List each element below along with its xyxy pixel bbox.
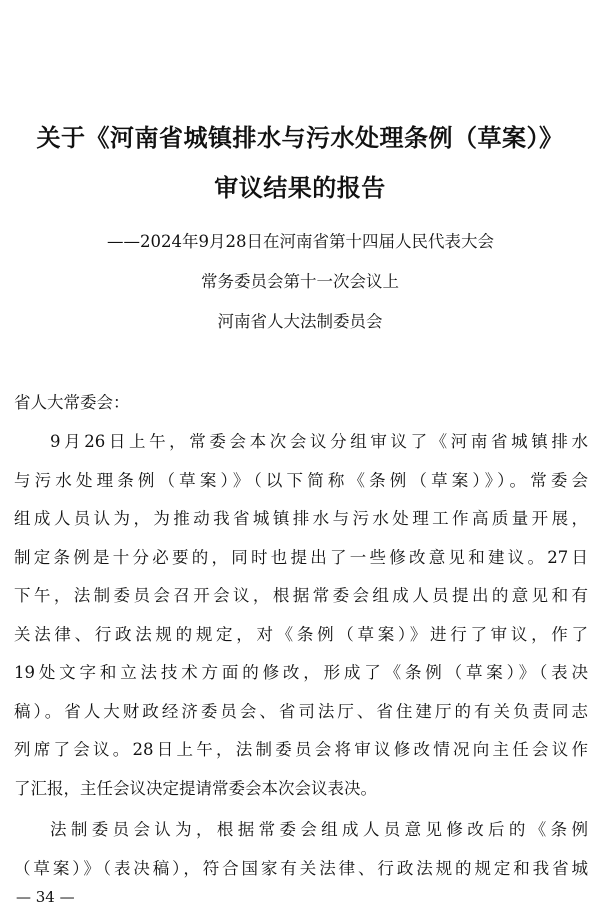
- paragraph-1-line: 与污水处理条例（草案）》（以下简称《条例（草案）》）。常委会: [14, 470, 588, 490]
- paragraph-1-line: 9月26日上午，常委会本次会议分组审议了《河南省城镇排水: [50, 432, 588, 451]
- paragraph-1-line: 制定条例是十分必要的，同时也提出了一些修改意见和建议。27日: [14, 547, 588, 567]
- paragraph-1-line: 了汇报，主任会议决定提请常委会本次会议表决。: [14, 778, 377, 798]
- subtitle-date-line: ——2024年9月28日在河南省第十四届人民代表大会: [107, 232, 494, 251]
- report-title-line-1: 关于《河南省城镇排水与污水处理条例（草案）》: [36, 124, 564, 152]
- paragraph-1: [14, 423, 588, 808]
- paragraph-1-line: 19处文字和立法技术方面的修改，形成了《条例（草案）》（表决: [14, 663, 588, 682]
- report-title-line-2: 审议结果的报告: [214, 174, 386, 202]
- paragraph-1-line: 列席了会议。28日上午，法制委员会将审议修改情况向主任会议作: [14, 740, 588, 759]
- subtitle-meeting-line: 常务委员会第十一次会议上: [201, 272, 399, 291]
- subtitle-author-line: 河南省人大法制委员会: [217, 312, 383, 331]
- paragraph-2-line: （草案）》（表决稿），符合国家有关法律、行政法规的规定和我省城: [14, 858, 588, 878]
- paragraph-1-line: 下午，法制委员会召开会议，根据常委会组成人员提出的意见和有: [14, 586, 588, 605]
- page-number: — 34 —: [16, 888, 75, 906]
- paragraph-2-line: 法制委员会认为，根据常委会组成人员意见修改后的《条例: [50, 820, 588, 839]
- paragraph-1-line: 组成人员认为，为推动我省城镇排水与污水处理工作高质量开展，: [14, 509, 588, 528]
- salutation: 省人大常委会：: [14, 393, 130, 412]
- paragraph-1-line: 稿）。省人大财政经济委员会、省司法厅、省住建厅的有关负责同志: [14, 701, 588, 721]
- paragraph-1-line: 关法律、行政法规的规定，对《条例（草案）》进行了审议，作了: [14, 624, 588, 644]
- paragraph-2: [14, 811, 588, 888]
